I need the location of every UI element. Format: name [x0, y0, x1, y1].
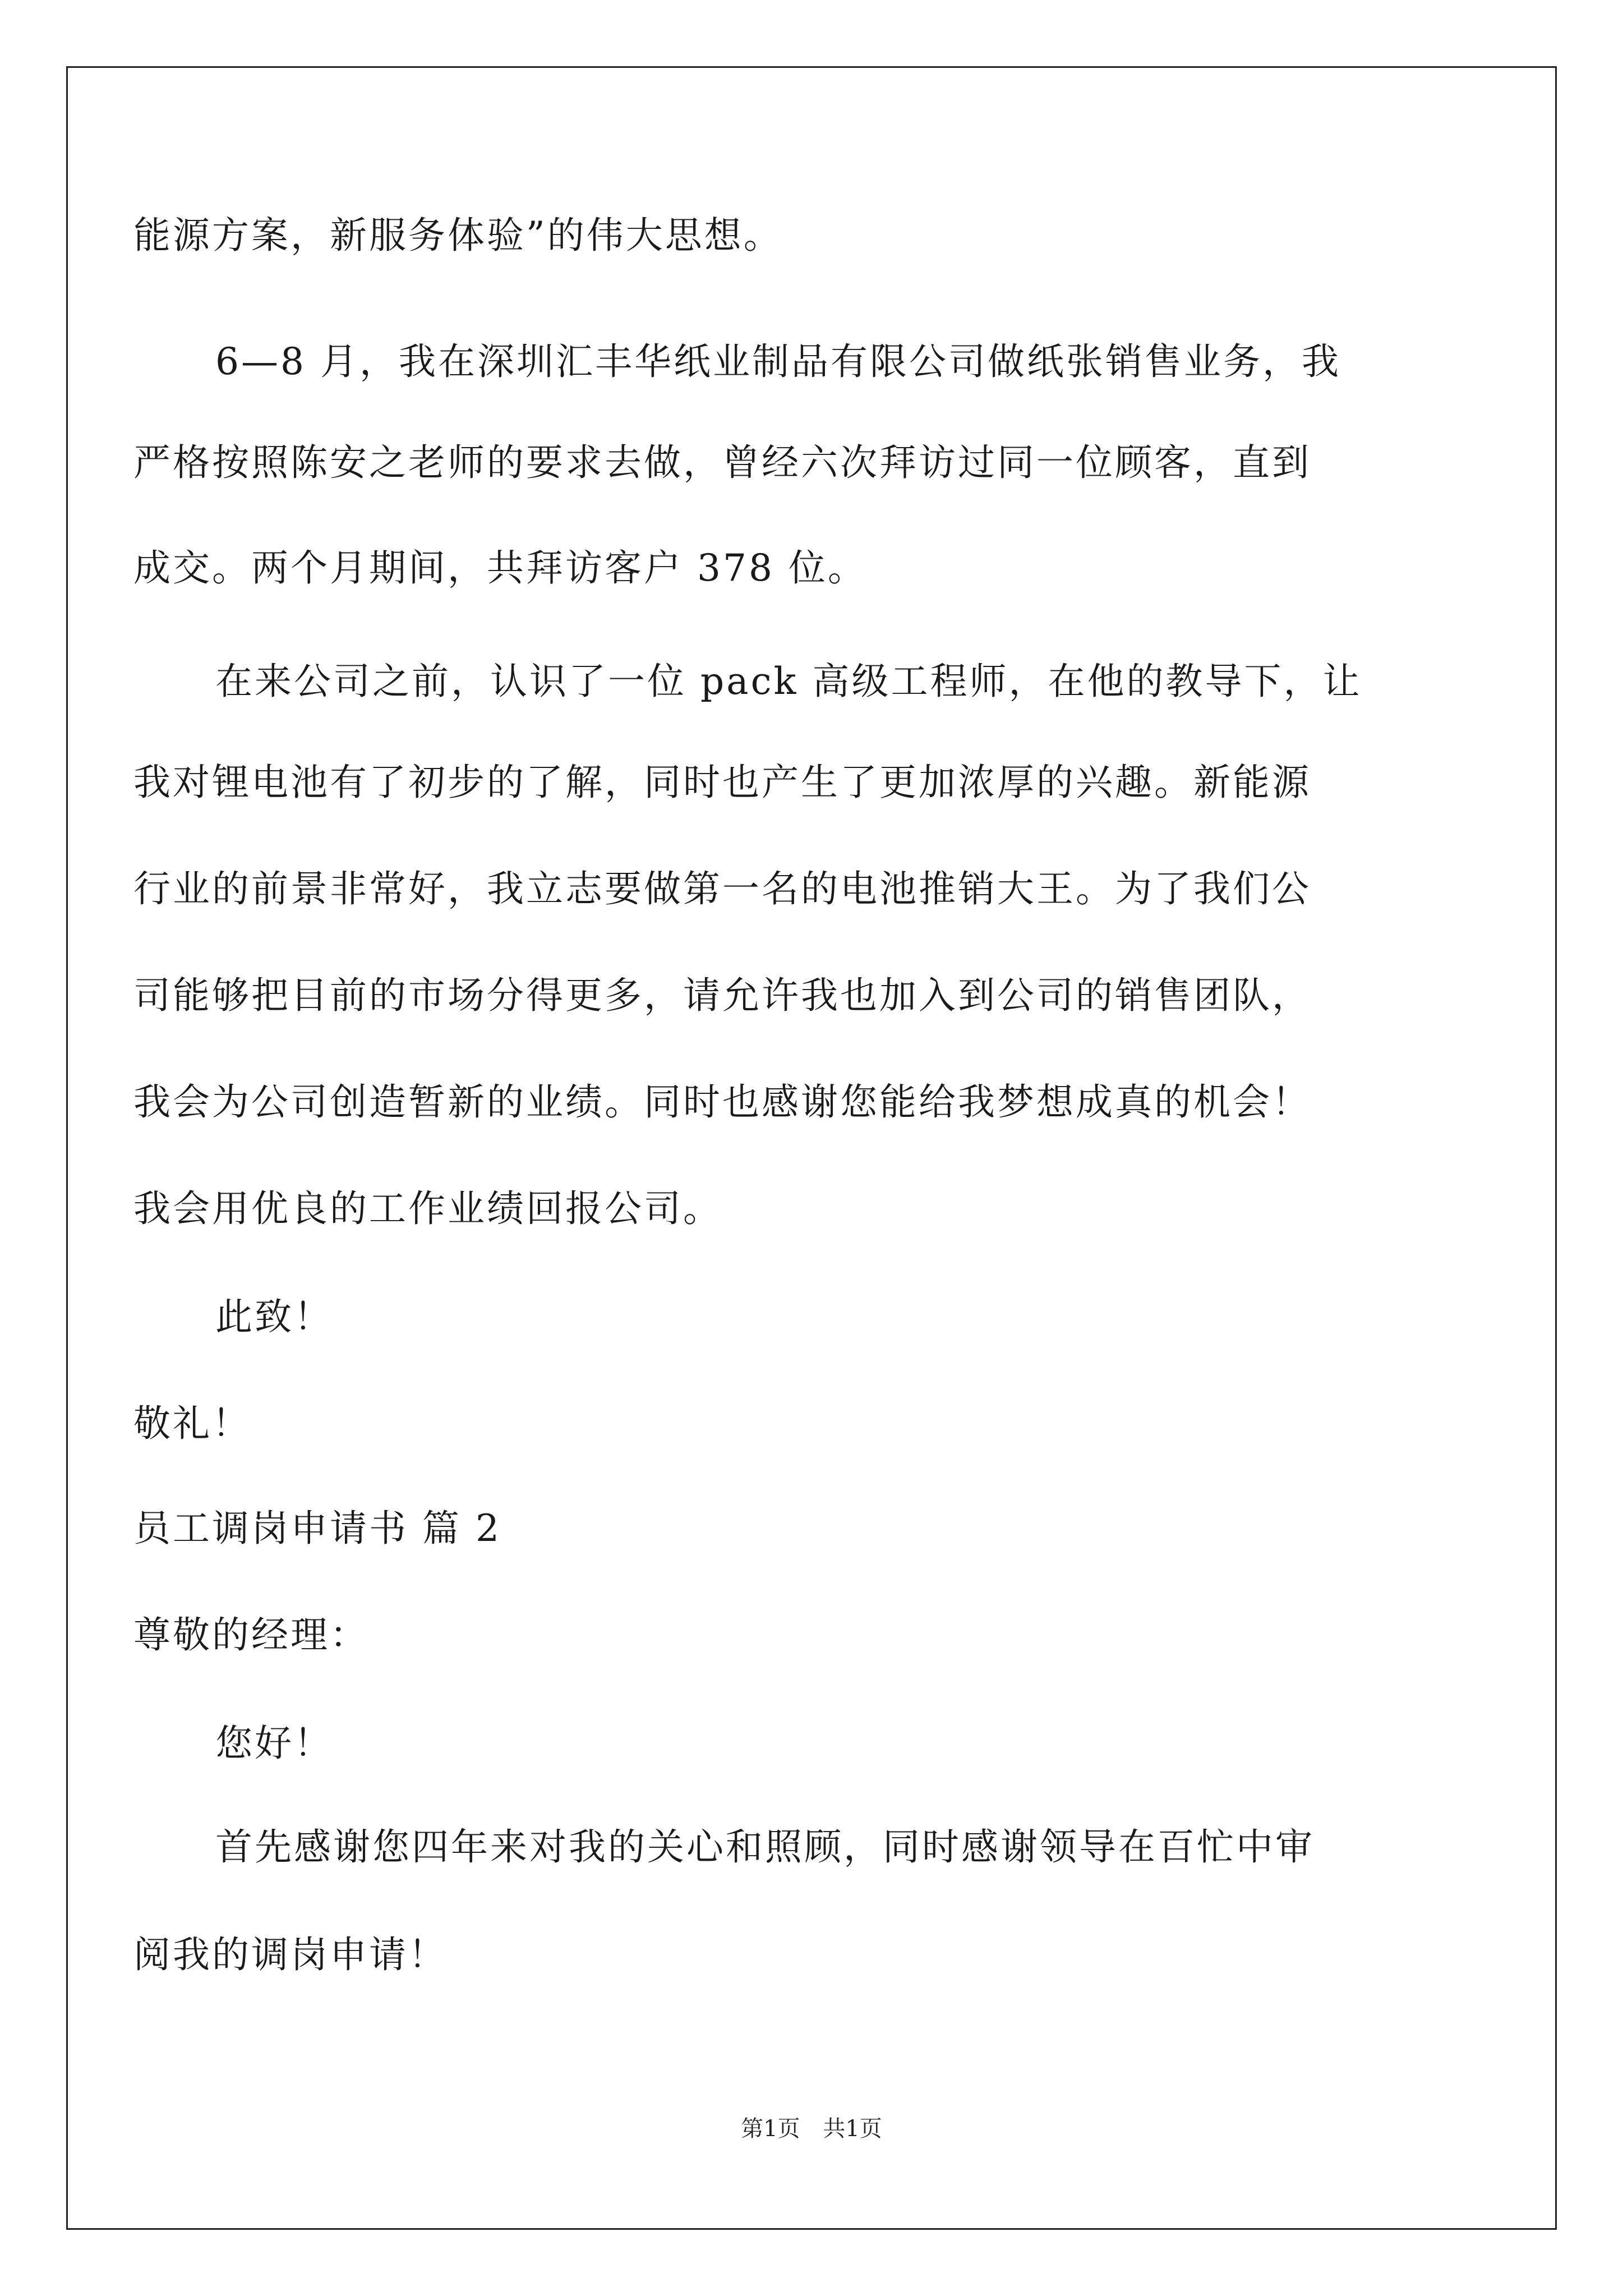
- page-number-total: 共1页: [823, 2116, 882, 2142]
- paragraph-line: 在来公司之前，认识了一位 pack 高级工程师，在他的教导下，让: [215, 660, 1362, 703]
- page-footer: [0, 2115, 1623, 2143]
- page-number-current: 第1页: [741, 2116, 800, 2142]
- closing-regards: 敬礼！: [133, 1402, 251, 1445]
- paragraph-line: 严格按照陈安之老师的要求去做，曾经六次拜访过同一位顾客，直到: [133, 441, 1311, 484]
- letter-addressee: 尊敬的经理：: [133, 1613, 369, 1657]
- paragraph-line: 我会为公司创造暂新的业绩。同时也感谢您能给我梦想成真的机会！: [133, 1080, 1311, 1124]
- paragraph-line: 我对锂电池有了初步的了解，同时也产生了更加浓厚的兴趣。新能源: [133, 761, 1311, 804]
- page-frame: [66, 66, 1557, 2230]
- paragraph-line: 行业的前景非常好，我立志要做第一名的电池推销大王。为了我们公: [133, 867, 1311, 910]
- closing-salutation: 此致！: [215, 1295, 333, 1338]
- paragraph-line: 能源方案，新服务体验”的伟大思想。: [133, 214, 783, 257]
- section-heading: 员工调岗申请书 篇 2: [133, 1507, 501, 1550]
- letter-greeting: 您好！: [215, 1722, 333, 1765]
- paragraph-line: 司能够把目前的市场分得更多，请允许我也加入到公司的销售团队，: [133, 974, 1311, 1017]
- paragraph-line: 成交。两个月期间，共拜访客户 378 位。: [133, 546, 867, 590]
- paragraph-line: 6—8 月，我在深圳汇丰华纸业制品有限公司做纸张销售业务，我: [215, 340, 1341, 383]
- paragraph-line: 我会用优良的工作业绩回报公司。: [133, 1187, 722, 1230]
- paragraph-line: 阅我的调岗申请！: [133, 1933, 448, 1976]
- paragraph-line: 首先感谢您四年来对我的关心和照顾，同时感谢领导在百忙中审: [215, 1825, 1315, 1869]
